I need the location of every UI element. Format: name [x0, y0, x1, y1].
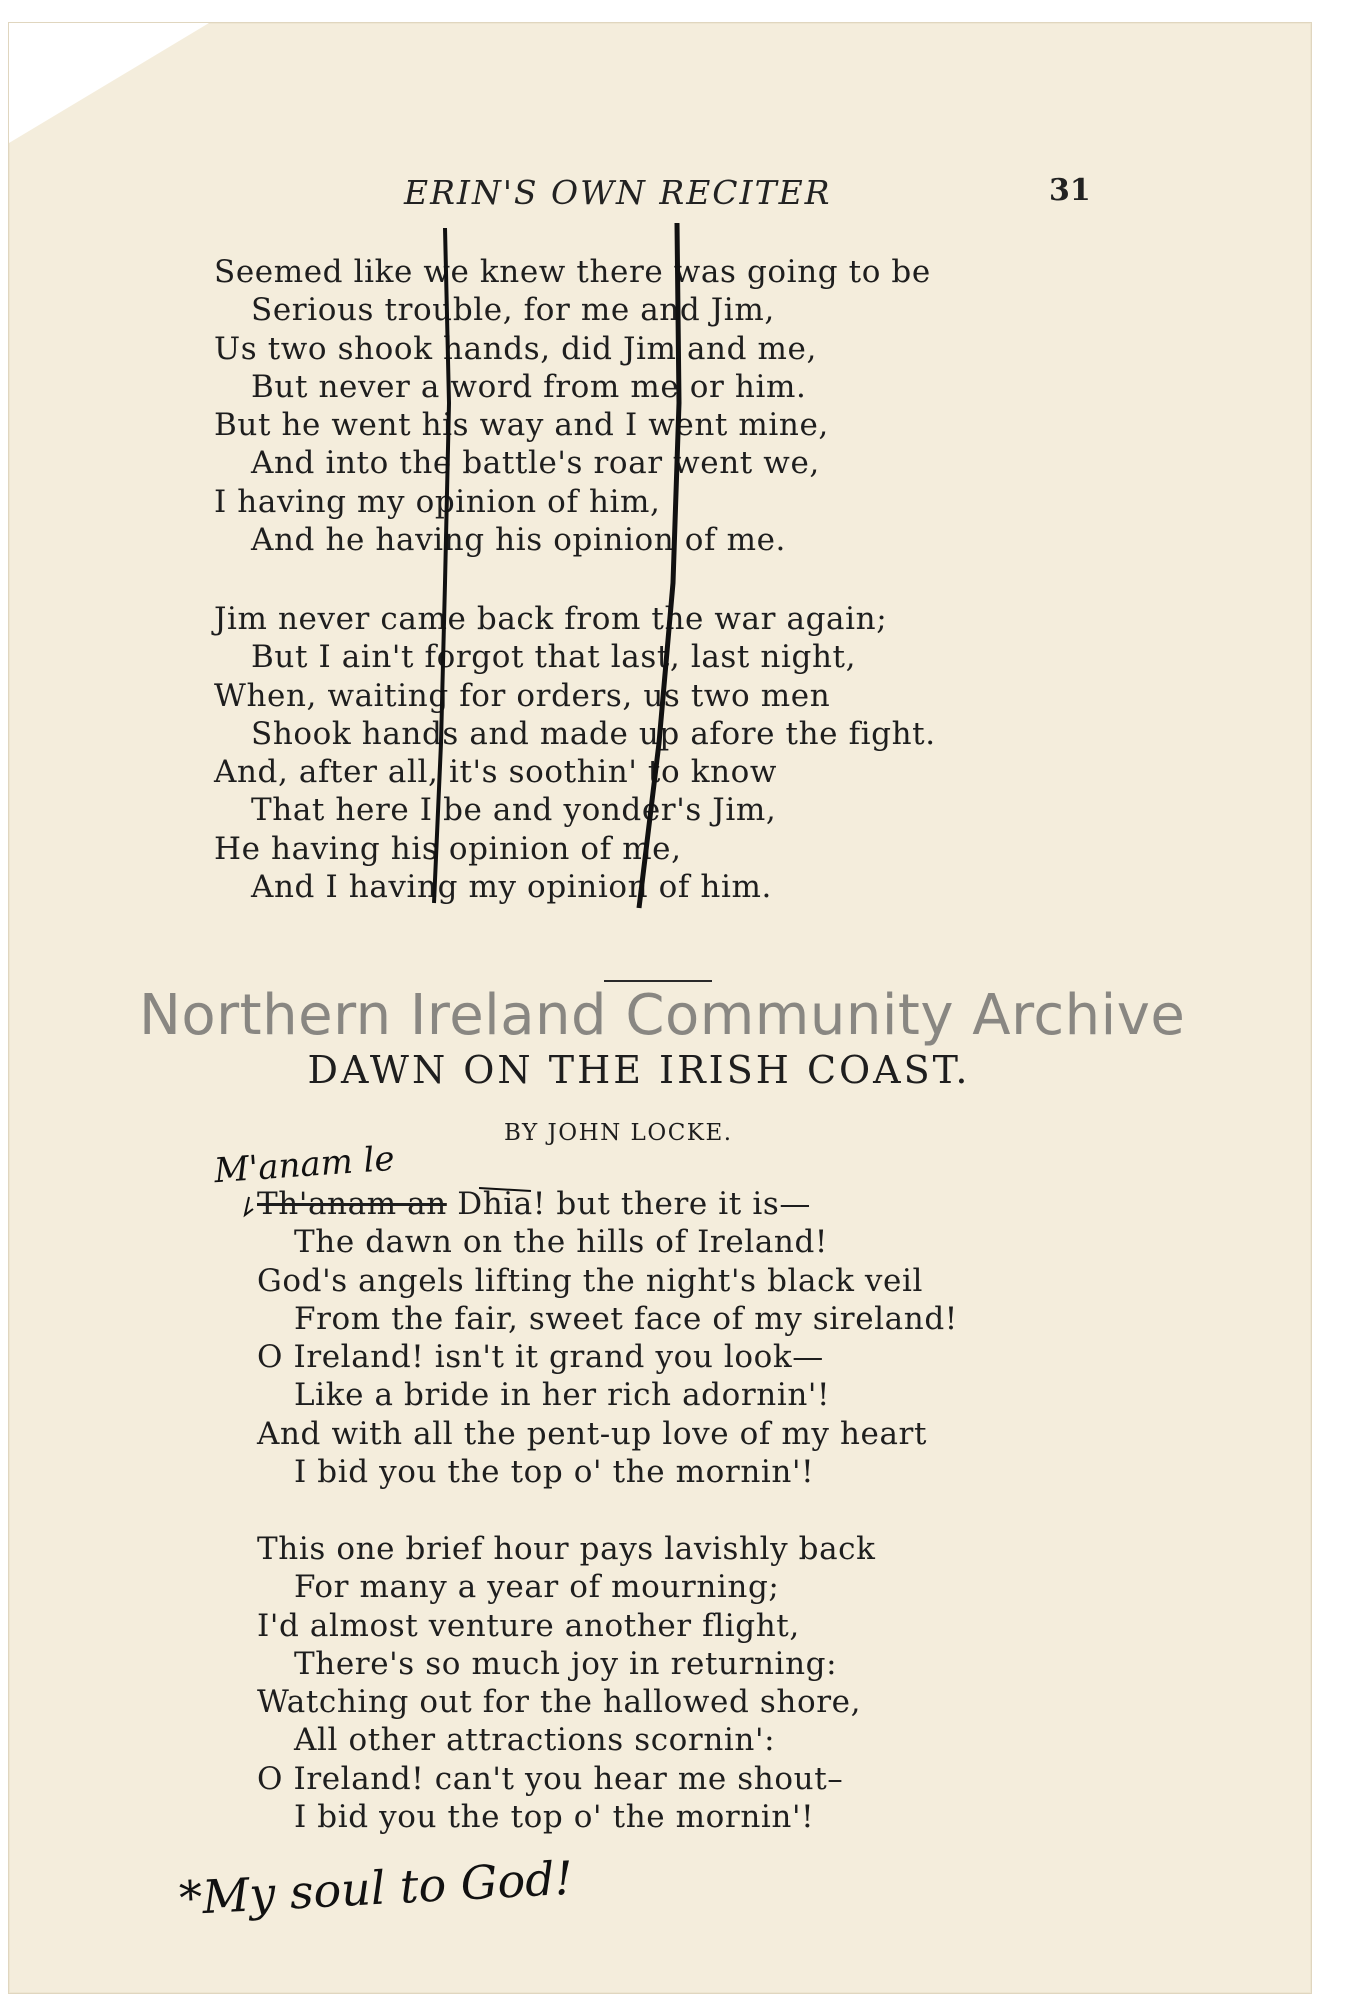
poem-line: That here I be and yonder's Jim, — [251, 792, 777, 829]
poem-line: But I ain't forgot that last, last night, — [251, 639, 857, 676]
poem-line: I bid you the top o' the mornin'! — [294, 1454, 815, 1491]
poem-line: The dawn on the hills of Ireland! — [294, 1224, 828, 1261]
poem-line: Serious trouble, for me and Jim, — [251, 292, 775, 329]
poem2-stanza1 — [257, 1185, 958, 1491]
handwritten-footnote: *My soul to God! — [177, 1850, 575, 1926]
poem-line: But he went his way and I went mine, — [214, 407, 829, 444]
poem-byline: BY JOHN LOCKE. — [504, 1120, 733, 1146]
poem-line — [257, 1185, 958, 1223]
poem-line: This one brief hour pays lavishly back — [257, 1531, 876, 1567]
book-page — [8, 22, 1312, 1994]
poem-line: From the fair, sweet face of my sireland! — [294, 1300, 958, 1337]
poem-line: Like a bride in her rich adornin'! — [294, 1377, 831, 1414]
poem-line: There's so much joy in returning: — [294, 1645, 838, 1682]
poem-line: And I having my opinion of him. — [251, 869, 772, 906]
poem-line: I'd almost venture another flight, — [257, 1607, 800, 1644]
section-divider — [604, 980, 712, 982]
archive-watermark: Northern Ireland Community Archive — [139, 983, 1186, 1048]
poem-line: But never a word from me or him. — [251, 368, 807, 405]
poem-line: I having my opinion of him, — [214, 483, 661, 520]
poem-line: And he having his opinion of me. — [251, 522, 786, 559]
poem-line: And, after all, it's soothin' to know — [214, 754, 778, 791]
poem-line: Seemed like we knew there was going to be — [214, 254, 931, 290]
handwritten-insertion: M'anam le — [212, 1138, 396, 1192]
page-number: 31 — [1049, 173, 1091, 208]
poem-line: I bid you the top o' the mornin'! — [294, 1799, 815, 1836]
poem-line: Shook hands and made up afore the fight. — [251, 715, 936, 752]
poem-line: O Ireland! isn't it grand you look— — [257, 1339, 824, 1376]
poem-line: All other attractions scornin': — [294, 1722, 776, 1759]
poem2-stanza2 — [257, 1530, 876, 1836]
poem-line: And with all the pent-up love of my heart — [257, 1415, 928, 1452]
poem-line: O Ireland! can't you hear me shout– — [257, 1760, 844, 1797]
poem-line: He having his opinion of me, — [214, 830, 682, 867]
struck-text: Th'anam an — [257, 1186, 447, 1222]
poem-line: For many a year of mourning; — [294, 1569, 780, 1606]
poem-line: Jim never came back from the war again; — [214, 601, 888, 637]
running-title: ERIN'S OWN RECITER — [404, 173, 832, 212]
poem-line: Us two shook hands, did Jim and me, — [214, 330, 817, 367]
poem-line: And into the battle's roar went we, — [251, 445, 820, 482]
poem-title: DAWN ON THE IRISH COAST. — [307, 1048, 971, 1092]
poem-line: Watching out for the hallowed shore, — [257, 1684, 862, 1721]
poem-line: When, waiting for orders, us two men — [214, 677, 831, 714]
line-text: Dhia! but there it is— — [446, 1186, 811, 1222]
poem-line: God's angels lifting the night's black veil — [257, 1262, 923, 1299]
